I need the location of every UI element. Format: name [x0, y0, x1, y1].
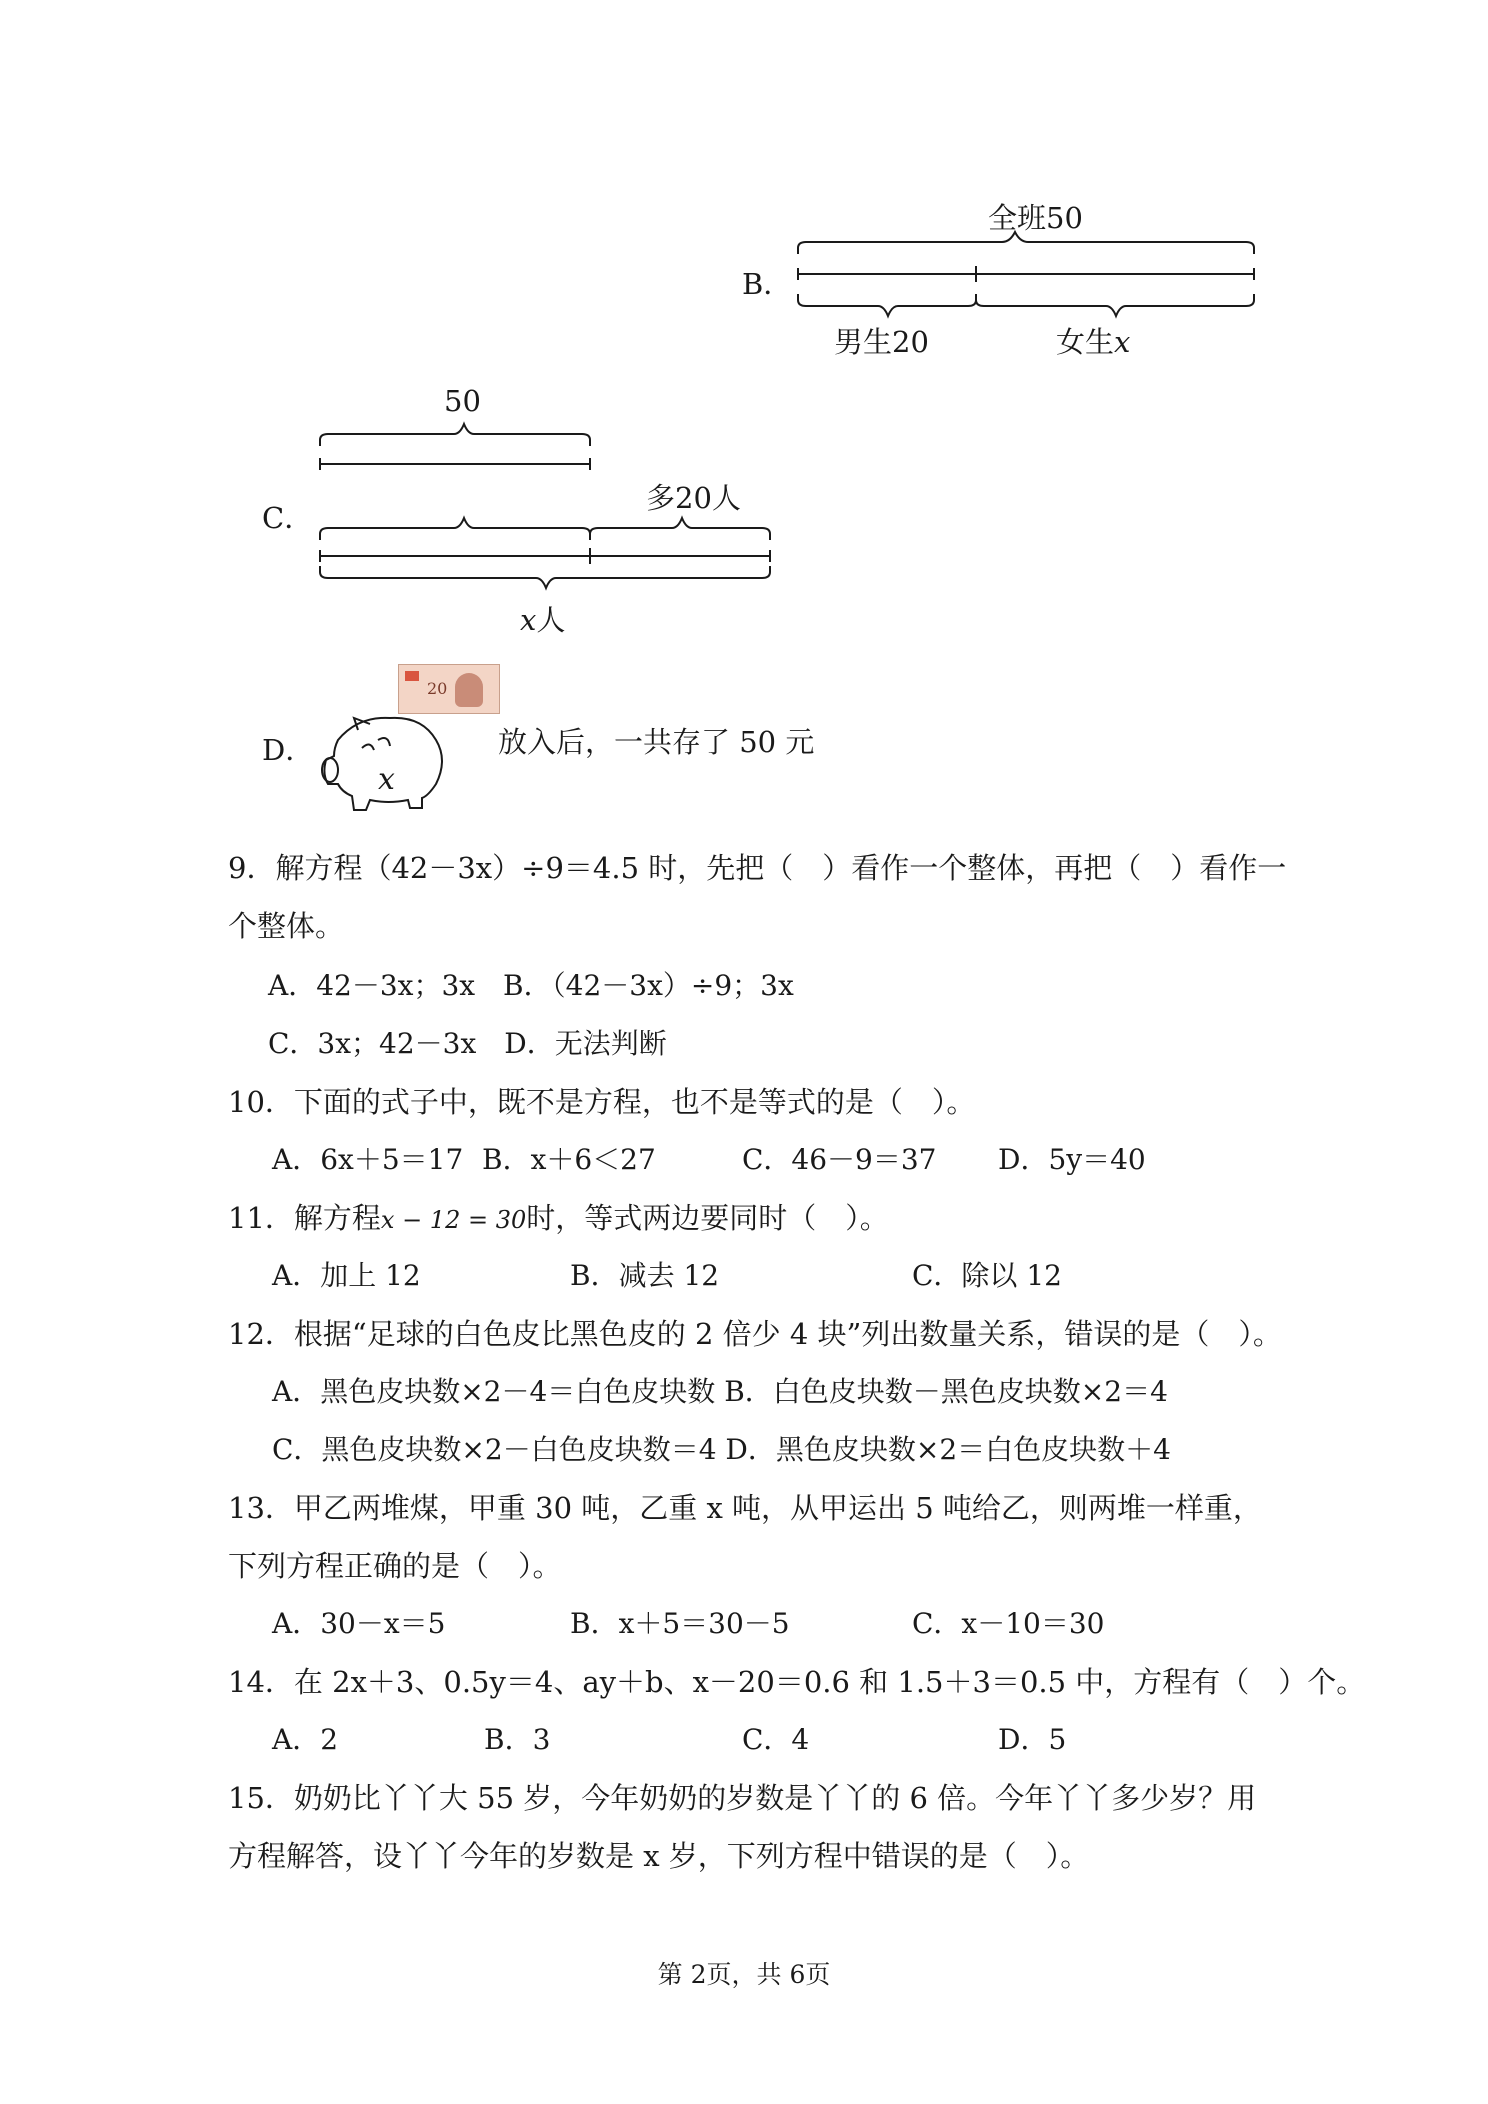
question-10-option-d: D．5y＝40	[998, 1143, 1146, 1176]
question-14-option-d: D．5	[998, 1723, 1067, 1756]
question-12-options-row-1: A．黑色皮块数×2－4＝白色皮块数 B．白色皮块数－黑色皮块数×2＝4	[272, 1375, 1168, 1408]
diagram-b-right-label-var: x	[1114, 325, 1131, 359]
question-15-line-1: 15．奶奶比丫丫大 55 岁，今年奶奶的岁数是丫丫的 6 倍。今年丫丫多少岁？用	[228, 1781, 1257, 1815]
question-11-option-b: B．减去 12	[570, 1259, 720, 1292]
banknote-value: 20	[427, 679, 448, 698]
piggy-bank-var: x	[378, 762, 395, 797]
question-9-options-row-2: C．3x；42－3x D．无法判断	[268, 1027, 667, 1060]
question-11-option-a: A．加上 12	[272, 1259, 421, 1292]
question-11-equation: x − 12 = 30	[380, 1206, 527, 1234]
question-11-option-c: C．除以 12	[912, 1259, 1062, 1292]
question-12-options-row-2: C．黑色皮块数×2－白色皮块数＝4 D．黑色皮块数×2＝白色皮块数＋4	[272, 1433, 1171, 1466]
question-11-suffix: 时，等式两边要同时（ ）。	[526, 1201, 889, 1235]
question-13-option-c: C．x－10＝30	[912, 1607, 1105, 1640]
diagram-d-text: 放入后，一共存了 50 元	[498, 725, 815, 759]
question-13-line-2: 下列方程正确的是（ ）。	[228, 1549, 562, 1583]
diagram-b-right-label	[1056, 320, 1130, 361]
diagram-c-bottom-label	[520, 598, 565, 639]
question-13-option-a: A．30－x＝5	[272, 1607, 446, 1640]
question-13-option-b: B．x＋5＝30－5	[570, 1607, 790, 1640]
banknote-emblem-icon	[405, 671, 419, 681]
question-9-line-1: 9．解方程（42－3x）÷9＝4.5 时，先把（ ）看作一个整体，再把（ ）看作一	[228, 851, 1287, 885]
question-14-option-b: B．3	[484, 1723, 551, 1756]
question-11-text	[228, 1200, 889, 1238]
question-14-option-c: C．4	[742, 1723, 810, 1756]
question-10-option-c: C．46－9＝37	[742, 1143, 937, 1176]
piggy-bank-icon	[318, 700, 448, 820]
option-c-label: C．	[262, 501, 314, 535]
diagram-b-right-label-prefix: 女生	[1056, 325, 1115, 359]
diagram-c-bottom-label-var: x	[520, 603, 537, 637]
question-10-option-b: B．x＋6＜27	[482, 1143, 656, 1176]
question-14-text: 14．在 2x＋3、0.5y＝4、ay＋b、x－20＝0.6 和 1.5＋3＝0.5 中，方程有（ ）个。	[228, 1665, 1366, 1699]
question-13-line-1: 13．甲乙两堆煤，甲重 30 吨，乙重 x 吨，从甲运出 5 吨给乙，则两堆一样重，	[228, 1491, 1262, 1525]
option-b-label: B．	[742, 267, 793, 301]
question-12-text: 12．根据“足球的白色皮比黑色皮的 2 倍少 4 块”列出数量关系，错误的是（ ）。	[228, 1317, 1282, 1351]
page-footer: 第 2页，共 6页	[657, 1960, 831, 1989]
question-10-text: 10．下面的式子中，既不是方程，也不是等式的是（ ）。	[228, 1085, 976, 1119]
diagram-b-left-label: 男生20	[834, 325, 929, 359]
diagram-c-extra-label: 多20人	[646, 481, 741, 515]
question-14-option-a: A．2	[272, 1723, 339, 1756]
banknote-portrait-icon	[455, 673, 483, 707]
diagram-c-top-label: 50	[444, 384, 481, 418]
question-11-prefix: 11．解方程	[228, 1201, 381, 1235]
question-15-line-2: 方程解答，设丫丫今年的岁数是 x 岁，下列方程中错误的是（ ）。	[228, 1839, 1090, 1873]
question-9-line-2: 个整体。	[228, 909, 345, 943]
question-9-options-row-1: A．42－3x；3x B．（42－3x）÷9；3x	[268, 969, 794, 1002]
question-10-option-a: A．6x＋5＝17	[272, 1143, 464, 1176]
diagram-b-top-label: 全班50	[988, 201, 1083, 235]
diagram-c-bottom-label-suffix: 人	[536, 603, 566, 637]
option-d-label: D．	[262, 733, 315, 767]
